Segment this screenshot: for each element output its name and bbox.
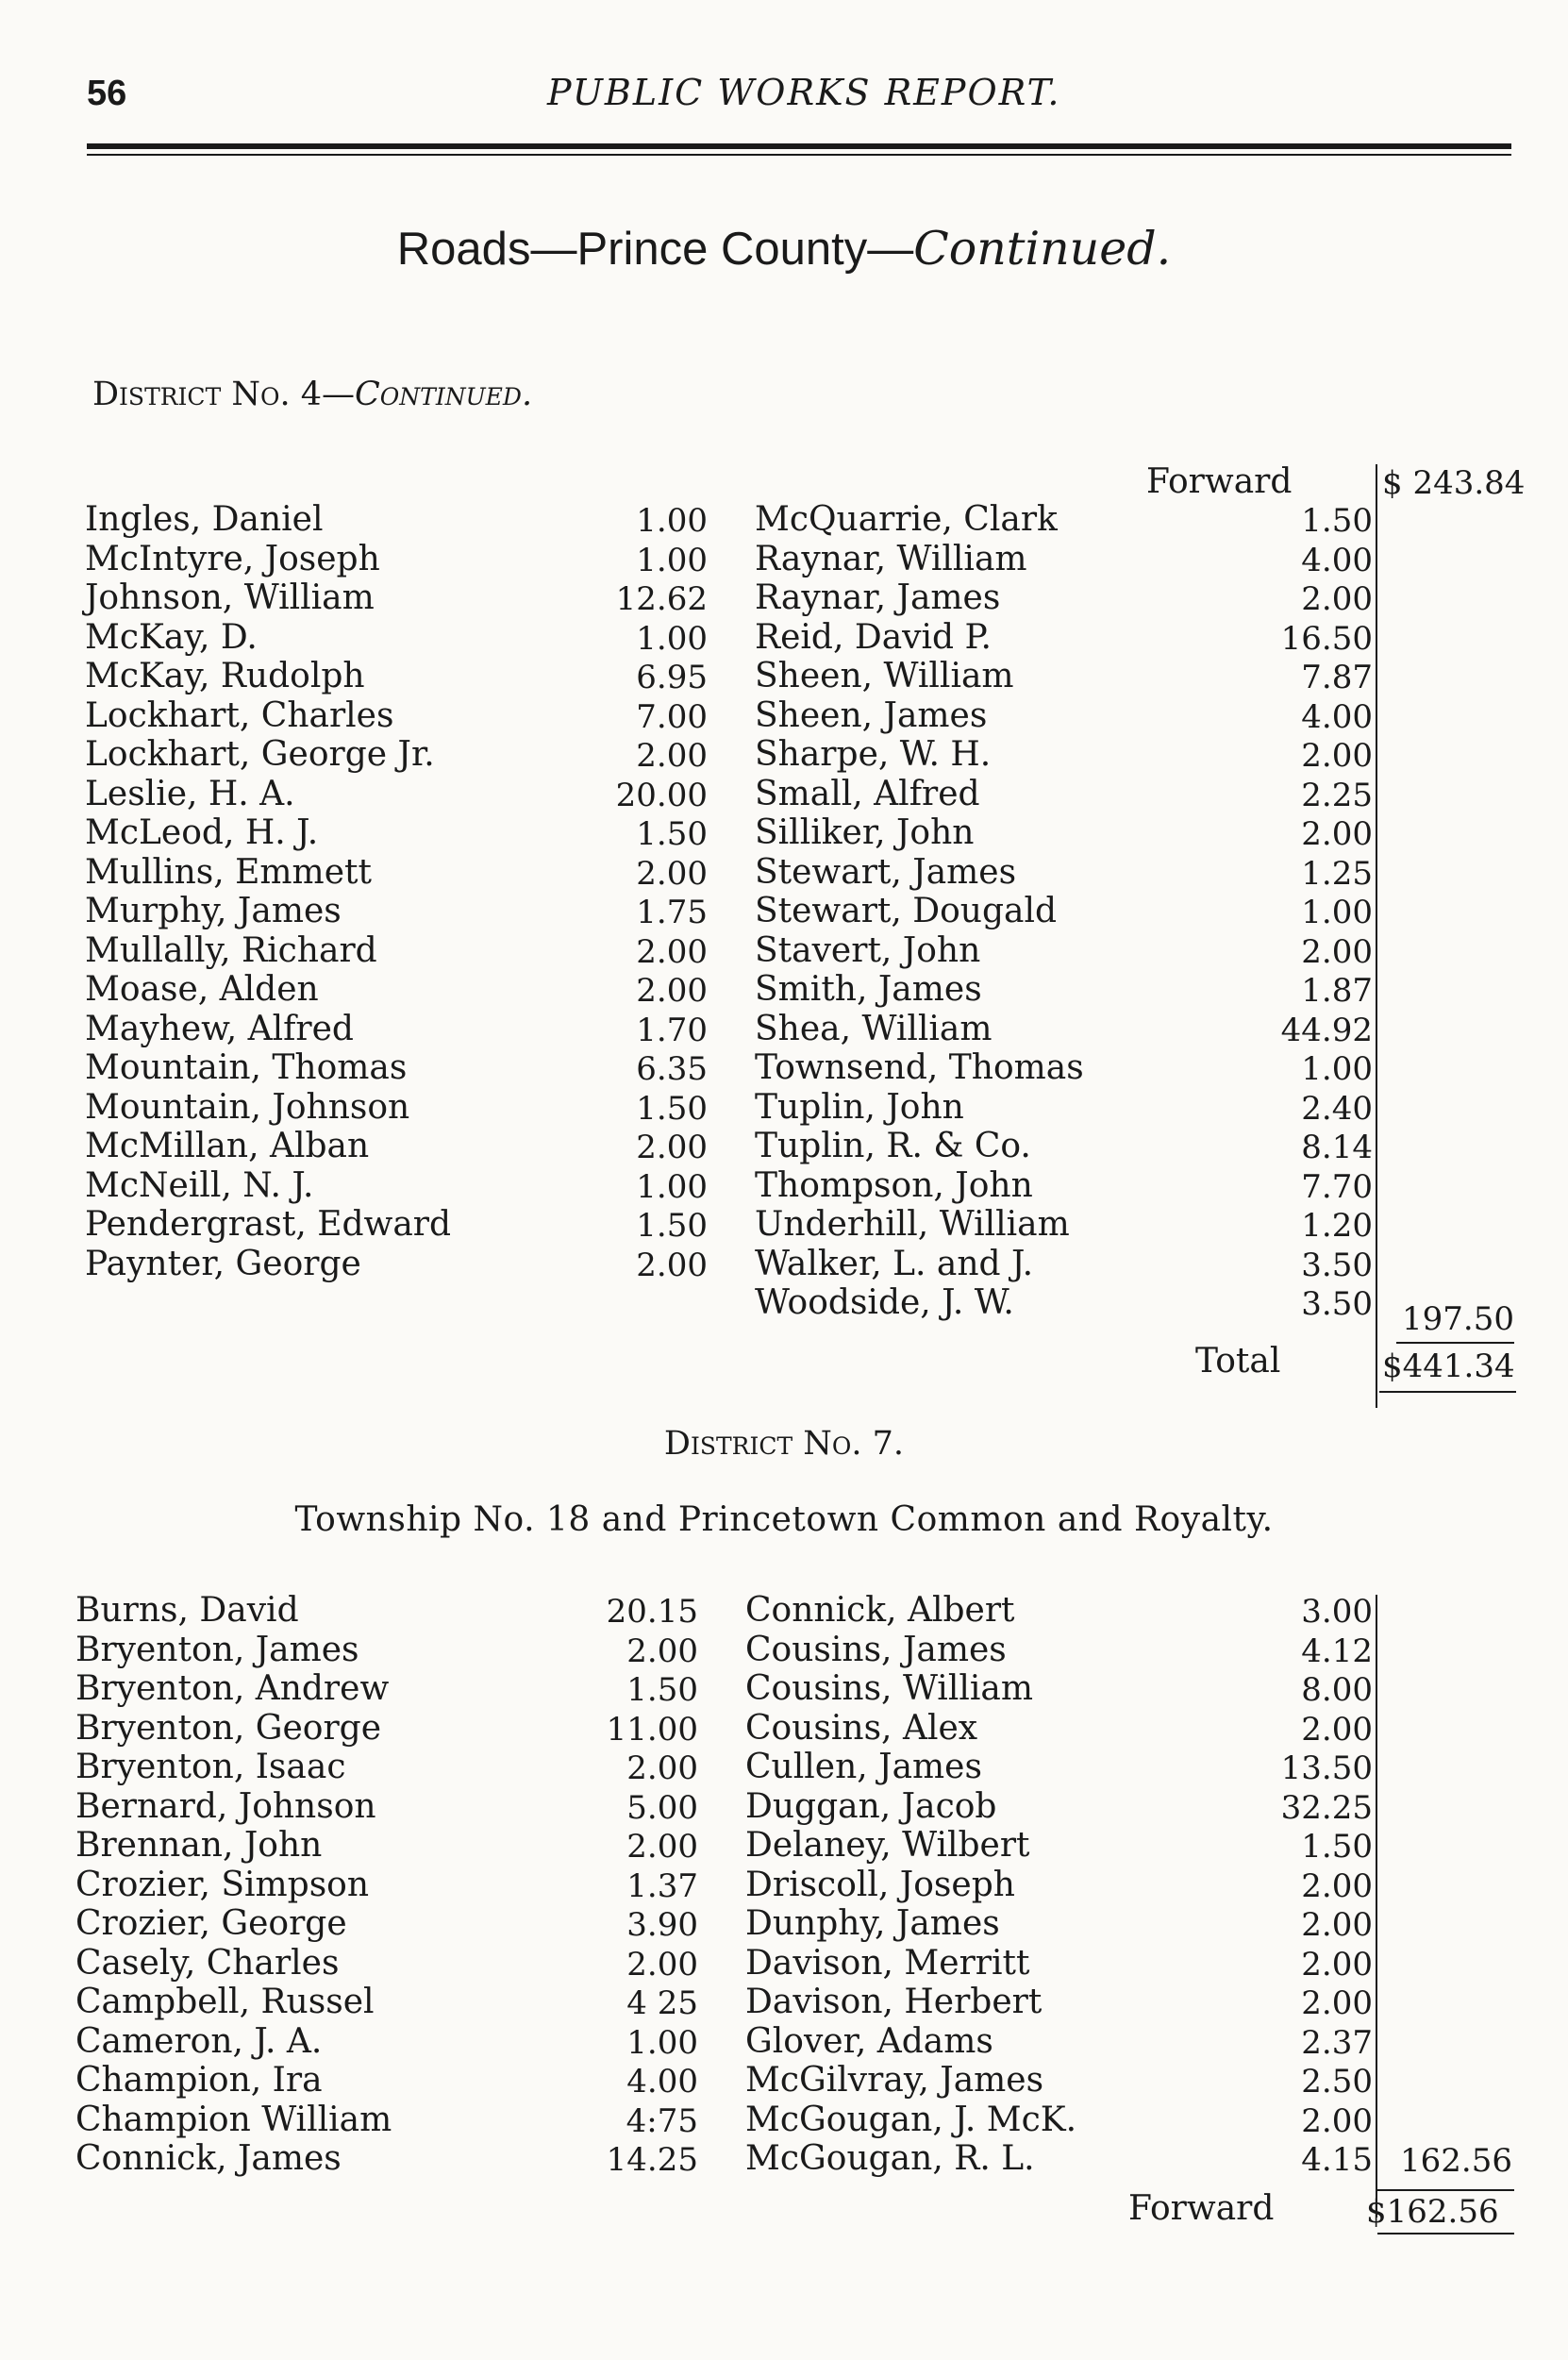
entry-name: Davison, Merritt — [745, 1943, 1030, 1983]
entry-name: Sheen, James — [755, 695, 988, 735]
entry-amount: 4.00 — [1301, 697, 1373, 736]
entry-name: Campbell, Russel — [75, 1983, 375, 2021]
entry-amount: 2.00 — [1301, 1984, 1373, 2022]
district-4-heading — [92, 376, 532, 413]
entry-amount: 4.00 — [1301, 541, 1373, 579]
entry-amount: 14.25 — [606, 2141, 698, 2179]
entry-name: Dunphy, James — [745, 1904, 1000, 1943]
entry-name: McGilvray, James — [745, 2061, 1044, 2100]
entry-name: Thompson, John — [755, 1165, 1033, 1205]
entry-name: Duggan, Jacob — [745, 1786, 997, 1826]
entry-name: McIntyre, Joseph — [85, 539, 380, 578]
entry-amount: 2.50 — [1301, 2063, 1373, 2101]
entry-name: Connick, Albert — [745, 1591, 1015, 1630]
entry-name: Small, Alfred — [755, 774, 980, 813]
entry-name: Brennan, John — [75, 1826, 323, 1865]
entry-amount: 20.00 — [615, 776, 708, 814]
entry-name: Tuplin, R. & Co. — [755, 1127, 1031, 1165]
entry-name: Bernard, Johnson — [75, 1786, 376, 1826]
entry-amount: 2.00 — [636, 737, 708, 775]
entry-name: Bryenton, James — [75, 1630, 359, 1669]
page-number: 56 — [87, 74, 127, 113]
entry-amount: 1.50 — [626, 1671, 698, 1709]
entry-amount: 1.00 — [626, 2023, 698, 2062]
entry-amount: 4 25 — [626, 1984, 698, 2022]
header-rule-thin — [87, 154, 1511, 156]
entry-amount: 4:75 — [626, 2101, 698, 2140]
entry-name: McLeod, H. J. — [85, 813, 319, 852]
entry-name: Mountain, Johnson — [85, 1087, 410, 1127]
entry-amount: 1.50 — [636, 1089, 708, 1128]
district-7-subheading: Township No. 18 and Princetown Common and Royalty. — [294, 1500, 1274, 1539]
entry-amount: 2.00 — [1301, 580, 1373, 618]
d7-sum-rule — [1377, 2189, 1514, 2191]
entry-name: McKay, Rudolph — [85, 657, 365, 695]
entry-amount: 1.87 — [1301, 972, 1373, 1010]
entry-name: Pendergrast, Edward — [85, 1205, 452, 1244]
entry-name: Cousins, James — [745, 1630, 1007, 1669]
entry-amount: 2.00 — [636, 932, 708, 971]
entry-name: Walker, L. and J. — [755, 1244, 1034, 1283]
entry-amount: 5.00 — [626, 1788, 698, 1827]
entry-name: McKay, D. — [85, 617, 258, 657]
entry-name: Crozier, Simpson — [75, 1865, 370, 1904]
entry-amount: 13.50 — [1280, 1749, 1373, 1787]
entry-name: Cameron, J. A. — [75, 2021, 323, 2061]
entry-amount: 2.00 — [1301, 815, 1373, 853]
entry-amount: 20.15 — [606, 1593, 698, 1631]
entry-amount: 1.50 — [636, 1207, 708, 1245]
title-main: Roads—Prince County— — [396, 224, 914, 275]
entry-amount: 2.25 — [1301, 776, 1373, 814]
entry-name: Champion, Ira — [75, 2061, 323, 2100]
entry-amount: 2.37 — [1301, 2023, 1373, 2062]
entry-amount: 2.00 — [626, 1945, 698, 1983]
district-4-heading-text: District No. 4— — [92, 376, 356, 413]
entry-name: Cousins, Alex — [745, 1708, 978, 1748]
entry-name: McGougan, R. L. — [745, 2139, 1035, 2178]
entry-name: Johnson, William — [85, 578, 375, 617]
d4-sum-rule — [1396, 1342, 1514, 1344]
d7-column-total: 162.56 — [1400, 2142, 1512, 2180]
entry-amount: 2.00 — [1301, 737, 1373, 775]
entry-name: Mullally, Richard — [85, 930, 377, 970]
entry-name: Woodside, J. W. — [755, 1283, 1014, 1322]
d4-column-rule — [1376, 464, 1377, 1408]
entry-amount: 7.70 — [1301, 1167, 1373, 1206]
entry-name: Ingles, Daniel — [85, 500, 324, 539]
entry-name: Mountain, Thomas — [85, 1048, 408, 1087]
entry-name: Bryenton, Isaac — [75, 1748, 346, 1786]
entry-amount: 3.50 — [1301, 1246, 1373, 1284]
entry-amount: 4.00 — [626, 2063, 698, 2101]
entry-amount: 1.25 — [1301, 854, 1373, 893]
entry-name: Raynar, James — [755, 578, 1001, 617]
d4-column-total: 197.50 — [1402, 1300, 1514, 1338]
entry-amount: 1.75 — [636, 894, 708, 931]
entry-name: Murphy, James — [85, 892, 342, 930]
entry-name: Driscoll, Joseph — [745, 1865, 1015, 1904]
entry-amount: 1.50 — [1301, 1828, 1373, 1866]
entry-name: Cousins, William — [745, 1669, 1033, 1708]
entry-amount: 4.12 — [1301, 1632, 1373, 1670]
entry-amount: 1.00 — [636, 502, 708, 540]
header-rule-thick — [87, 143, 1511, 149]
entry-amount: 2.00 — [1301, 1710, 1373, 1749]
entry-amount: 1.50 — [1301, 502, 1373, 540]
entry-name: Reid, David P. — [755, 617, 992, 657]
entry-amount: 3.50 — [1301, 1285, 1373, 1323]
entry-amount: 2.00 — [1301, 1866, 1373, 1905]
entry-amount: 2.00 — [1301, 1906, 1373, 1944]
entry-amount: 6.95 — [636, 659, 708, 696]
entry-amount: 2.00 — [636, 1246, 708, 1284]
d4-forward-amount: $ 243.84 — [1382, 464, 1526, 502]
entry-amount: 1.00 — [1301, 1050, 1373, 1088]
entry-name: Champion William — [75, 2100, 392, 2139]
d7-forward-amount: $162.56 — [1366, 2193, 1499, 2231]
entry-name: Stewart, Dougald — [755, 892, 1058, 930]
district-4-heading-italic: Continued. — [355, 376, 533, 413]
entry-amount: 2.00 — [626, 1828, 698, 1866]
entry-name: Smith, James — [755, 970, 982, 1009]
d7-forward-underline — [1377, 2233, 1514, 2234]
entry-name: Cullen, James — [745, 1748, 982, 1786]
entry-name: Moase, Alden — [85, 970, 319, 1009]
entry-amount: 8.00 — [1301, 1671, 1373, 1709]
entry-name: Crozier, George — [75, 1904, 347, 1943]
entry-amount: 1.50 — [636, 815, 708, 853]
title-italic: Continued. — [913, 222, 1172, 276]
entry-amount: 2.00 — [626, 1749, 698, 1787]
entry-amount: 1.70 — [636, 1011, 708, 1049]
entry-amount: 2.00 — [636, 1129, 708, 1166]
entry-amount: 7.87 — [1301, 659, 1373, 696]
entry-name: Delaney, Wilbert — [745, 1826, 1030, 1865]
entry-name: McQuarrie, Clark — [755, 500, 1058, 539]
entry-name: McNeill, N. J. — [85, 1165, 314, 1205]
entry-amount: 1.37 — [626, 1866, 698, 1905]
d7-column-rule — [1376, 1595, 1377, 2218]
entry-amount: 4.15 — [1301, 2141, 1373, 2179]
page-title — [0, 222, 1568, 276]
entry-name: Raynar, William — [755, 539, 1027, 578]
d4-total-amount: $441.34 — [1382, 1347, 1515, 1385]
entry-name: Casely, Charles — [75, 1943, 340, 1983]
entry-amount: 2.00 — [1301, 1945, 1373, 1983]
district-7-heading: District No. 7. — [663, 1425, 905, 1463]
entry-name: Mayhew, Alfred — [85, 1009, 354, 1048]
entry-name: Bryenton, George — [75, 1708, 381, 1748]
entry-amount: 7.00 — [636, 697, 708, 736]
entry-name: Townsend, Thomas — [755, 1048, 1084, 1087]
entry-name: Lockhart, Charles — [85, 695, 394, 735]
entry-name: McGougan, J. McK. — [745, 2100, 1077, 2139]
entry-amount: 32.25 — [1280, 1788, 1373, 1827]
entry-name: Glover, Adams — [745, 2021, 993, 2061]
entry-name: Stewart, James — [755, 852, 1017, 892]
entry-amount: 11.00 — [606, 1710, 698, 1749]
entry-amount: 1.00 — [636, 619, 708, 658]
entry-amount: 6.35 — [636, 1050, 708, 1088]
entry-amount: 44.92 — [1280, 1011, 1373, 1049]
entry-amount: 3.00 — [1301, 1593, 1373, 1631]
entry-amount: 16.50 — [1280, 619, 1373, 658]
running-header: PUBLIC WORKS REPORT. — [547, 72, 1061, 113]
entry-name: Paynter, George — [85, 1244, 361, 1283]
entry-name: Davison, Herbert — [745, 1983, 1043, 2021]
entry-name: Stavert, John — [755, 930, 981, 970]
entry-name: Tuplin, John — [755, 1087, 964, 1127]
entry-name: Lockhart, George Jr. — [85, 735, 435, 774]
entry-name: Burns, David — [75, 1591, 299, 1630]
entry-amount: 1.00 — [1301, 894, 1373, 931]
entry-name: McMillan, Alban — [85, 1127, 370, 1165]
entry-name: Mullins, Emmett — [85, 852, 372, 892]
entry-name: Sheen, William — [755, 657, 1014, 695]
d4-total-underline — [1379, 1391, 1516, 1393]
entry-amount: 2.00 — [626, 1632, 698, 1670]
entry-amount: 1.00 — [636, 1167, 708, 1206]
entry-amount: 12.62 — [615, 580, 708, 618]
entry-amount: 2.00 — [1301, 932, 1373, 971]
entry-name: Silliker, John — [755, 813, 975, 852]
d4-forward-label: Forward — [1146, 462, 1293, 501]
entry-name: Underhill, William — [755, 1205, 1070, 1244]
entry-name: Sharpe, W. H. — [755, 735, 992, 774]
d4-total-label: Total — [1195, 1342, 1281, 1381]
entry-name: Connick, James — [75, 2139, 342, 2178]
entry-amount: 2.00 — [636, 972, 708, 1010]
entry-amount: 1.20 — [1301, 1207, 1373, 1245]
entry-amount: 1.00 — [636, 541, 708, 579]
entry-name: Shea, William — [755, 1009, 993, 1048]
entry-amount: 2.00 — [636, 854, 708, 893]
d7-forward-label: Forward — [1128, 2189, 1275, 2228]
entry-amount: 2.40 — [1301, 1089, 1373, 1128]
entry-amount: 3.90 — [626, 1906, 698, 1944]
entry-amount: 8.14 — [1301, 1129, 1373, 1166]
entry-name: Leslie, H. A. — [85, 774, 295, 813]
entry-name: Bryenton, Andrew — [75, 1669, 390, 1708]
entry-amount: 2.00 — [1301, 2101, 1373, 2140]
